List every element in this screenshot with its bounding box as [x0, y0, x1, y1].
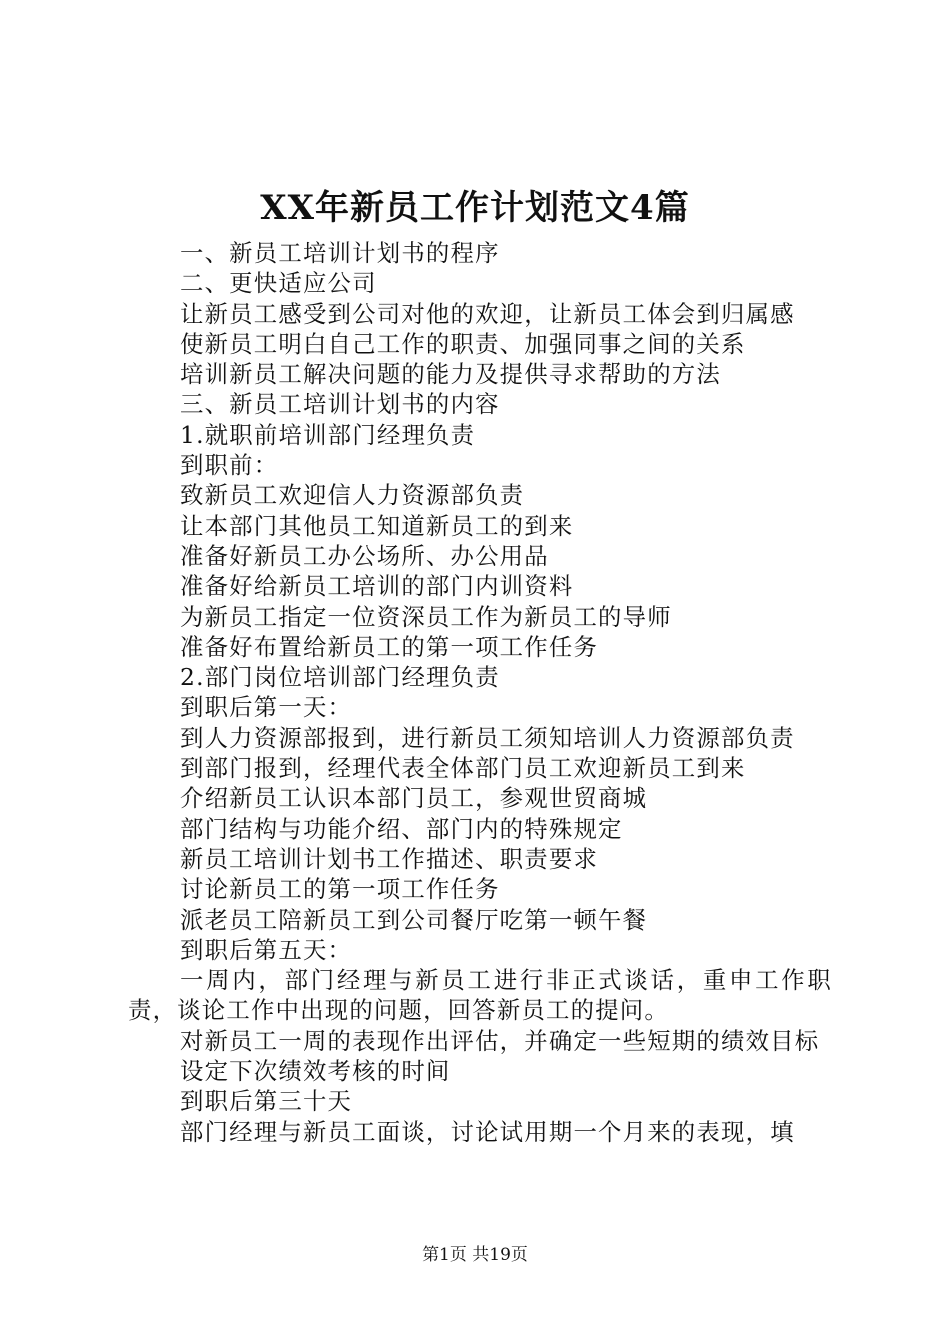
text-line: 到职后第五天： [180, 935, 353, 964]
text-line: 到职前： [180, 451, 279, 480]
document-body [128, 238, 832, 1147]
text-line: 为新员工指定一位资深员工作为新员工的导师 [180, 602, 672, 631]
text-line: 到人力资源部报到，进行新员工须知培训人力资源部负责 [180, 723, 795, 752]
text-line: 派老员工陪新员工到公司餐厅吃第一顿午餐 [180, 905, 648, 934]
text-line: 使新员工明白自己工作的职责、加强同事之间的关系 [180, 329, 746, 358]
paragraph: 对新员工一周的表现作出评估，并确定一些短期的绩效目标 [180, 1026, 820, 1055]
text-line: 新员工培训计划书工作描述、职责要求 [180, 844, 599, 873]
text-line: 2.部门岗位培训部门经理负责 [180, 663, 500, 692]
text-line: 准备好给新员工培训的部门内训资料 [180, 572, 574, 601]
text-line: 1.就职前培训部门经理负责 [180, 420, 476, 449]
text-line: 讨论新员工的第一项工作任务 [180, 875, 500, 904]
paragraph: 一周内，部门经理与新员工进行非正式谈话，重申工作职责，谈论工作中出现的问题，回答新员工的提问。 [128, 966, 832, 1025]
text-line: 介绍新员工认识本部门员工，参观世贸商城 [180, 784, 648, 813]
page-footer: 第1页 共19页 [422, 1245, 528, 1265]
text-line: 三、新员工培训计划书的内容 [180, 390, 500, 419]
text-line: 致新员工欢迎信人力资源部负责 [180, 481, 525, 510]
text-line: 部门结构与功能介绍、部门内的特殊规定 [180, 814, 623, 843]
text-line: 到职后第一天： [180, 693, 353, 722]
text-line: 部门经理与新员工面谈，讨论试用期一个月来的表现，填 [180, 1117, 795, 1146]
text-line: 让新员工感受到公司对他的欢迎，让新员工体会到归属感 [180, 299, 795, 328]
text-line: 准备好布置给新员工的第一项工作任务 [180, 632, 599, 661]
text-line: 到部门报到，经理代表全体部门员工欢迎新员工到来 [180, 754, 746, 783]
text-line: 二、更快适应公司 [180, 269, 377, 298]
text-line: 准备好新员工办公场所、办公用品 [180, 541, 549, 570]
text-line: 到职后第三十天 [180, 1087, 353, 1116]
document-title: XX年新员工作计划范文4篇 [260, 188, 690, 228]
text-line: 一、新员工培训计划书的程序 [180, 239, 500, 267]
text-line: 培训新员工解决问题的能力及提供寻求帮助的方法 [180, 360, 721, 389]
text-line: 设定下次绩效考核的时间 [180, 1057, 451, 1086]
text-line: 让本部门其他员工知道新员工的到来 [180, 511, 574, 540]
